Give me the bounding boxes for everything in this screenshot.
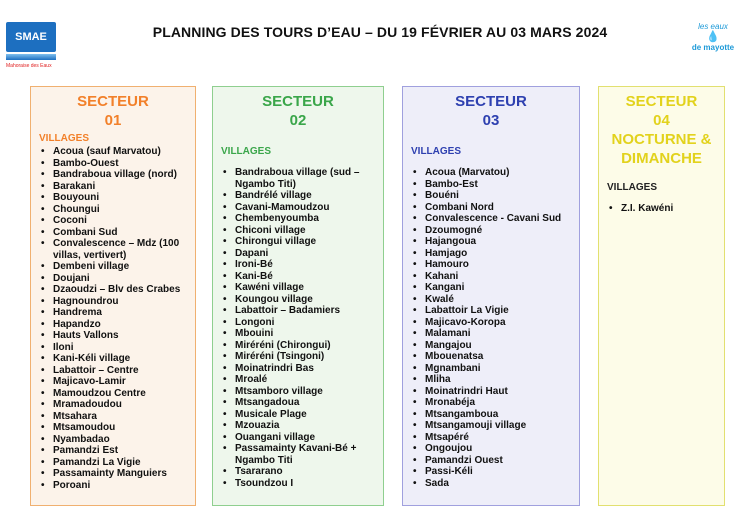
village-item: • Mzouazia [221,420,377,432]
village-item: • Mroalé [221,374,377,386]
village-item: • Hamjago [411,248,573,260]
village-item: • Bandraboua village (nord) [39,169,189,181]
village-item: • Kangani [411,282,573,294]
village-list [219,167,377,489]
village-item: • Moinatrindri Bas [221,363,377,375]
smae-logo-subtitle: Mahoraise des Eaux [6,63,52,69]
village-item: • Barakani [39,181,189,193]
sector-heading [605,92,718,168]
village-list [37,146,189,491]
village-item: • Pamandzi Est [39,445,189,457]
village-item: • Dapani [221,248,377,260]
village-item: • Pamandzi La Vigie [39,457,189,469]
village-item: • Bouéni [411,190,573,202]
village-item: • Kani-Kéli village [39,353,189,365]
sector-heading [409,92,573,130]
village-item: • Bouyouni [39,192,189,204]
village-item: • Mtsangadoua [221,397,377,409]
village-item: • Ironi-Bé [221,259,377,271]
village-item: • Kawéni village [221,282,377,294]
village-item: • Bambo-Est [411,179,573,191]
village-item: • Musicale Plage [221,409,377,421]
sector-subtitle: NOCTURNE & DIMANCHE [611,131,712,167]
sector-heading [37,92,189,130]
sector-title: SECTEUR [77,93,149,110]
village-item: • Miréréni (Tsingoni) [221,351,377,363]
village-item: • Kani-Bé [221,271,377,283]
village-item: • Cavani-Mamoudzou [221,202,377,214]
page-title: PLANNING DES TOURS D’EAU – DU 19 FÉVRIER AU 03 MARS 2024 [152,24,608,40]
village-item: • Mtsangamouji village [411,420,573,432]
village-item: • Majicavo-Koropa [411,317,573,329]
village-item: • Moinatrindri Haut [411,386,573,398]
villages-label: VILLAGES [39,133,90,144]
village-item: • Doujani [39,273,189,285]
village-item: • Hajangoua [411,236,573,248]
village-item: • Mtsapéré [411,432,573,444]
village-item: • Koungou village [221,294,377,306]
village-item: • Mronabéja [411,397,573,409]
village-list [605,203,718,215]
village-item: • Convalescence – Mdz (100 villas, vertivert) [39,238,189,261]
village-item: • Hagnoundrou [39,296,189,308]
village-item: • Pamandzi Ouest [411,455,573,467]
sector-title: SECTEUR [455,93,527,110]
village-item: • Poroani [39,480,189,492]
logo-right-line1: les eaux [698,22,728,31]
village-item: • Chirongui village [221,236,377,248]
village-item: • Labattoir – Badamiers [221,305,377,317]
water-drop-icon: 💧 [706,31,720,43]
sector-number: 01 [104,112,122,129]
smae-logo [6,22,56,72]
village-item: • Mtsangamboua [411,409,573,421]
village-item: • Choungui [39,204,189,216]
village-item: • Mangajou [411,340,573,352]
village-item: • Bandraboua village (sud – Ngambo Titi) [221,167,377,190]
village-item: • Iloni [39,342,189,354]
village-item: • Bambo-Ouest [39,158,189,170]
village-list [409,167,573,489]
village-item: • Miréréni (Chirongui) [221,340,377,352]
village-item: • Passi-Kéli [411,466,573,478]
eaux-de-mayotte-logo [688,22,738,72]
village-item: • Labattoir La Vigie [411,305,573,317]
villages-label: VILLAGES [607,182,658,193]
sector-03-column [402,86,580,506]
village-item: • Hamouro [411,259,573,271]
sector-title: SECTEUR [262,93,334,110]
sector-number: 02 [289,112,307,129]
villages-label: VILLAGES [411,146,462,157]
village-item: • Mgnambani [411,363,573,375]
village-item: • Hapandzo [39,319,189,331]
village-item: • Tsararano [221,466,377,478]
village-item: • Mtsamboro village [221,386,377,398]
logo-right-line2: de mayotte [691,43,735,52]
village-item: • Dzoumogné [411,225,573,237]
sector-01-column [30,86,196,506]
village-item: • Nyambadao [39,434,189,446]
village-item: • Hauts Vallons [39,330,189,342]
village-item: • Dzaoudzi – Blv des Crabes [39,284,189,296]
village-item: • Majicavo-Lamir [39,376,189,388]
village-item: • Longoni [221,317,377,329]
village-item: • Chembenyoumba [221,213,377,225]
village-item: • Mliha [411,374,573,386]
sector-number: 03 [482,112,500,129]
wave-icon [6,54,56,60]
village-item: • Handrema [39,307,189,319]
village-item: • Chiconi village [221,225,377,237]
sector-number: 04 [653,112,670,129]
village-item: • Kahani [411,271,573,283]
village-item: • Mbouenatsa [411,351,573,363]
village-item: • Kwalé [411,294,573,306]
village-item: • Malamani [411,328,573,340]
village-item: • Z.I. Kawéni [607,203,718,215]
village-item: • Convalescence - Cavani Sud [411,213,573,225]
village-item: • Passamainty Manguiers [39,468,189,480]
sector-heading [219,92,377,130]
village-item: • Tsoundzou I [221,478,377,490]
village-item: • Dembeni village [39,261,189,273]
village-item: • Ongoujou [411,443,573,455]
village-item: • Mtsamoudou [39,422,189,434]
village-item: • Acoua (Marvatou) [411,167,573,179]
village-item: • Mamoudzou Centre [39,388,189,400]
village-item: • Combani Nord [411,202,573,214]
sector-title: SECTEUR [625,93,698,110]
sector-04-column [598,86,725,506]
village-item: • Mbouini [221,328,377,340]
village-item: • Mramadoudou [39,399,189,411]
village-item: • Combani Sud [39,227,189,239]
village-item: • Sada [411,478,573,490]
village-item: • Acoua (sauf Marvatou) [39,146,189,158]
smae-logo-text: SMAE [6,22,56,52]
village-item: • Mtsahara [39,411,189,423]
village-item: • Ouangani village [221,432,377,444]
village-item: • Passamainty Kavani-Bé + Ngambo Titi [221,443,377,466]
sector-02-column [212,86,384,506]
village-item: • Bandrélé village [221,190,377,202]
village-item: • Labattoir – Centre [39,365,189,377]
village-item: • Coconi [39,215,189,227]
villages-label: VILLAGES [221,146,272,157]
